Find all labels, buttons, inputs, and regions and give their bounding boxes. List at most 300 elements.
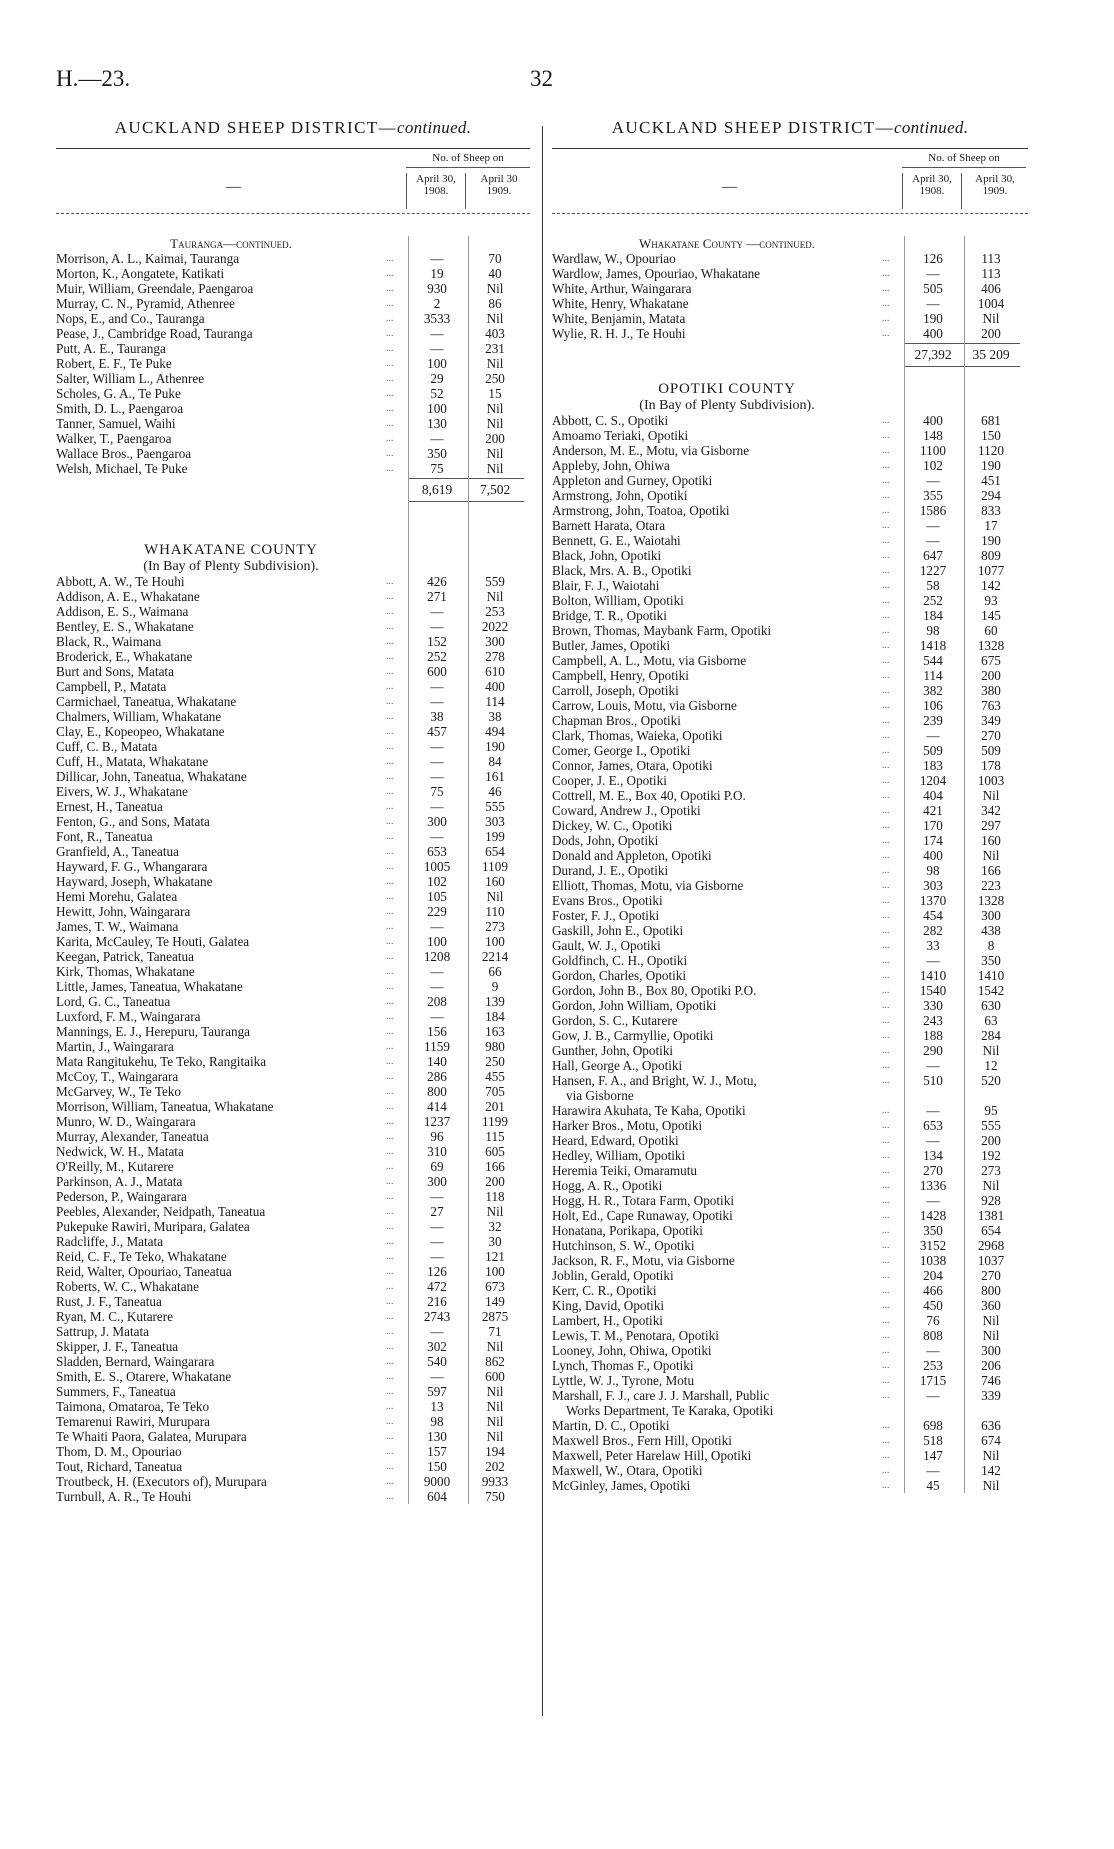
table-row [56,874,530,889]
name-column-header: — [226,179,241,195]
col-1909-header: April 30 1909. [480,173,518,197]
leader-dots: ... [386,1326,394,1337]
count-1908: — [430,979,444,994]
owner-name: Cooper, J. E., Opotiki [552,773,667,788]
owner-name: Wardlaw, W., Opouriao [552,251,676,266]
table-row [56,694,530,709]
owner-name: Dods, John, Opotiki [552,833,659,848]
count-1908: 1005 [423,859,451,874]
count-1909: 1003 [977,773,1005,788]
count-1909: 1542 [977,983,1005,998]
count-1909: 194 [485,1444,505,1459]
count-1908: 243 [923,1013,943,1028]
count-1909: 160 [981,833,1001,848]
count-1909: 200 [485,1174,505,1189]
count-1908: 239 [923,713,943,728]
count-1909: 630 [981,998,1001,1013]
count-1908: — [430,1219,444,1234]
owner-name: Goldfinch, C. H., Opotiki [552,953,688,968]
leader-dots: ... [882,805,890,816]
count-1908: 183 [923,758,943,773]
table-row [552,1418,1028,1433]
leader-dots: ... [386,298,394,309]
table-row [56,679,530,694]
owner-name: Barnett Harata, Otara [552,518,666,533]
count-1909: 555 [485,799,505,814]
count-1909: 705 [485,1084,505,1099]
owner-name: Rust, J. F., Taneatua [56,1294,162,1309]
leader-dots: ... [882,715,890,726]
count-1909: 509 [981,743,1001,758]
leader-dots: ... [386,1266,394,1277]
count-1909: 142 [981,1463,1001,1478]
right-column-title [552,118,1028,148]
leader-dots: ... [882,610,890,621]
count-1908: 134 [923,1148,943,1163]
table-row [56,1174,530,1189]
title-text: AUCKLAND SHEEP DISTRICT— [114,118,397,137]
owner-name: Marshall, F. J., care J. J. Marshall, Public [552,1388,770,1403]
owner-name: McCoy, T., Waingarara [56,1069,179,1084]
tauranga-rows [56,251,530,476]
table-row [56,1444,530,1459]
table-row [56,1114,530,1129]
owner-name: Gaskill, John E., Opotiki [552,923,684,938]
owner-name: Black, Mrs. A. B., Opotiki [552,563,692,578]
name-column-header: — [722,179,737,195]
owner-name: Hutchinson, S. W., Opotiki [552,1238,695,1253]
leader-dots: ... [882,535,890,546]
count-1909: 100 [485,1264,505,1279]
owner-name: Burt and Sons, Matata [56,664,174,679]
count-1909: Nil [486,446,504,461]
count-1908: 355 [923,488,943,503]
count-1909: 184 [485,1009,505,1024]
owner-name: Cuff, C. B., Matata [56,739,158,754]
owner-name: Comer, George I., Opotiki [552,743,691,758]
count-1909: 1120 [978,443,1004,458]
table-row [552,1328,1028,1343]
leader-dots: ... [882,460,890,471]
table-row [552,938,1028,953]
count-1908: 229 [427,904,447,919]
owner-name: Black, R., Waimana [56,634,162,649]
count-1908: 400 [923,413,943,428]
leader-dots: ... [386,951,394,962]
count-1908: — [430,604,444,619]
owner-name: Abbott, C. S., Opotiki [552,413,669,428]
owner-name: Hayward, Joseph, Whakatane [56,874,213,889]
leader-dots: ... [882,655,890,666]
leader-dots: ... [882,1195,890,1206]
table-row [56,664,530,679]
leader-dots: ... [882,1030,890,1041]
leader-dots: ... [882,1450,890,1461]
count-1908: — [926,518,940,533]
leader-dots: ... [882,985,890,996]
owner-name: Lewis, T. M., Penotara, Opotiki [552,1328,719,1343]
count-1909: 520 [981,1073,1001,1088]
count-1908: — [430,829,444,844]
count-1908: 100 [427,934,447,949]
owner-name: Roberts, W. C., Whakatane [56,1279,199,1294]
owner-name: Coward, Andrew J., Opotiki [552,803,701,818]
total-1909: 7,502 [466,478,524,502]
count-1909: 270 [981,728,1001,743]
owner-name: Tanner, Samuel, Waihi [56,416,176,431]
table-row [56,386,530,401]
count-1908: 698 [923,1418,943,1433]
owner-name: Sattrup, J. Matata [56,1324,150,1339]
owner-name: Brown, Thomas, Maybank Farm, Opotiki [552,623,772,638]
leader-dots: ... [386,283,394,294]
leader-dots: ... [386,1071,394,1082]
count-1909: 200 [981,668,1001,683]
table-row [56,784,530,799]
table-row [552,473,1028,488]
count-1908: 102 [427,874,447,889]
count-1908: 148 [923,428,943,443]
table-row [552,728,1028,743]
count-1908: — [430,1369,444,1384]
count-1908: 457 [427,724,447,739]
count-1909: 862 [485,1354,505,1369]
count-1908: — [926,266,940,281]
leader-dots: ... [386,921,394,932]
count-1908: — [430,619,444,634]
count-1909: 15 [488,386,502,401]
table-row [552,968,1028,983]
count-1909: Nil [982,1478,1000,1493]
leader-dots: ... [882,1270,890,1281]
owner-name: Summers, F., Taneatua [56,1384,176,1399]
owner-name: Evans Bros., Opotiki [552,893,663,908]
table-row [552,533,1028,548]
count-1909: 93 [984,593,998,608]
count-1909: 928 [981,1193,1001,1208]
table-row [56,649,530,664]
count-1908: 96 [430,1129,444,1144]
owner-name: Gunther, John, Opotiki [552,1043,674,1058]
count-1908: 2743 [423,1309,451,1324]
owner-name: Martin, D. C., Opotiki [552,1418,670,1433]
leader-dots: ... [882,1255,890,1266]
owner-name: Campbell, P., Matata [56,679,167,694]
leader-dots: ... [386,966,394,977]
table-row [56,739,530,754]
count-1909: 199 [485,829,505,844]
table-row [552,953,1028,968]
count-1909: 200 [981,326,1001,341]
count-1908: 33 [926,938,940,953]
table-row [56,1414,530,1429]
leader-dots: ... [882,685,890,696]
count-1908: 38 [430,709,444,724]
table-row [552,593,1028,608]
table-row [56,401,530,416]
owner-name: Little, James, Taneatua, Whakatane [56,979,243,994]
leader-dots: ... [386,313,394,324]
table-row [552,923,1028,938]
table-row [552,1223,1028,1238]
count-1908: 421 [923,803,943,818]
section-title: Tauranga—continued. [170,236,292,251]
owner-name: Butler, James, Opotiki [552,638,671,653]
count-1909: 160 [485,874,505,889]
table-row [552,578,1028,593]
leader-dots: ... [386,1206,394,1217]
owner-name: Walker, T., Paengaroa [56,431,172,446]
table-row [56,604,530,619]
total-1908: 27,392 [904,343,962,367]
owner-name: Lord, G. C., Taneatua [56,994,171,1009]
count-1909: Nil [486,1414,504,1429]
owner-name: Black, John, Opotiki [552,548,662,563]
owner-name: Appleby, John, Ohiwa [552,458,670,473]
leader-dots: ... [882,580,890,591]
leader-dots: ... [882,328,890,339]
count-1908: 204 [923,1268,943,1283]
count-1908: — [430,431,444,446]
owner-name: Lynch, Thomas F., Opotiki [552,1358,694,1373]
table-row [552,503,1028,518]
owner-name: Bennett, G. E., Waiotahi [552,533,681,548]
leader-dots: ... [882,1105,890,1116]
leader-dots: ... [386,1236,394,1247]
count-1909: 400 [485,679,505,694]
owner-name: Keegan, Patrick, Taneatua [56,949,194,964]
count-1909: 200 [485,431,505,446]
leader-dots: ... [386,1356,394,1367]
owner-name: Blair, F. J., Waiotahi [552,578,660,593]
table-row [56,1204,530,1219]
table-row [56,1369,530,1384]
leader-dots: ... [386,786,394,797]
owner-name: Hall, George A., Opotiki [552,1058,683,1073]
count-1909: 200 [981,1133,1001,1148]
owner-name: Gordon, John B., Box 80, Opotiki P.O. [552,983,757,998]
count-1909: Nil [982,311,1000,326]
count-1909: Nil [982,848,1000,863]
leader-dots: ... [386,741,394,752]
count-1909: 673 [485,1279,505,1294]
table-row [56,994,530,1009]
owner-name: Te Whaiti Paora, Galatea, Murupara [56,1429,247,1444]
table-row [552,1373,1028,1388]
count-1909: 750 [485,1489,505,1504]
leader-dots: ... [386,1281,394,1292]
count-1908: 1204 [919,773,947,788]
count-1908: 100 [427,356,447,371]
table-row [552,1388,1028,1403]
count-1908: 1159 [424,1039,450,1054]
count-1909: 1328 [977,638,1005,653]
count-1908: 114 [923,668,943,683]
table-row [56,431,530,446]
count-1909: 190 [981,533,1001,548]
count-1908: 404 [923,788,943,803]
leader-dots: ... [386,1371,394,1382]
table-row [552,1103,1028,1118]
owner-name: Chalmers, William, Whakatane [56,709,222,724]
table-row [552,1298,1028,1313]
count-1909: 763 [981,698,1001,713]
owner-name: Looney, John, Ohiwa, Opotiki [552,1343,712,1358]
owner-name: Karita, McCauley, Te Houti, Galatea [56,934,250,949]
count-1908: 350 [923,1223,943,1238]
count-1908: 597 [427,1384,447,1399]
count-1909: 451 [981,473,1001,488]
count-1909: 86 [488,296,502,311]
count-1908: 466 [923,1283,943,1298]
leader-dots: ... [386,1401,394,1412]
count-1908: 253 [923,1358,943,1373]
count-1909: 654 [981,1223,1001,1238]
table-row [56,754,530,769]
leader-dots: ... [882,670,890,681]
owner-name: Gault, W. J., Opotiki [552,938,661,953]
count-1909: 231 [485,341,505,356]
document-reference: H.—23. [56,66,131,91]
owner-name: McGarvey, W., Te Teko [56,1084,181,1099]
owner-name: Tout, Richard, Taneatua [56,1459,183,1474]
count-1909: 201 [485,1099,505,1114]
count-1909: 339 [981,1388,1001,1403]
owner-name: Gow, J. B., Carmyllie, Opotiki [552,1028,714,1043]
owner-name: Jackson, R. F., Motu, via Gisborne [552,1253,735,1268]
owner-name: Nops, E., and Co., Tauranga [56,311,205,326]
count-1908: 303 [923,878,943,893]
leader-dots: ... [386,1191,394,1202]
leader-dots: ... [882,760,890,771]
table-row [552,458,1028,473]
count-1908: 58 [926,578,940,593]
table-row [552,698,1028,713]
table-row [56,1144,530,1159]
leader-dots: ... [386,448,394,459]
owner-name: White, Benjamin, Matata [552,311,686,326]
leader-dots: ... [386,651,394,662]
count-1909: 1109 [482,859,508,874]
leader-dots: ... [386,1311,394,1322]
count-1909: 403 [485,326,505,341]
leader-dots: ... [882,775,890,786]
table-row [552,296,1028,311]
leader-dots: ... [882,1045,890,1056]
leader-dots: ... [386,831,394,842]
owner-name: O'Reilly, M., Kutarere [56,1159,174,1174]
leader-dots: ... [386,343,394,354]
count-1908: 130 [427,416,447,431]
owner-name: Campbell, A. L., Motu, via Gisborne [552,653,747,668]
count-1909: Nil [982,1043,1000,1058]
count-1909: 253 [485,604,505,619]
leader-dots: ... [882,1390,890,1401]
leader-dots: ... [386,711,394,722]
owner-name: Putt, A. E., Tauranga [56,341,166,356]
count-1908: 102 [923,458,943,473]
count-1909: 63 [984,1013,998,1028]
table-row [552,638,1028,653]
leader-dots: ... [882,1135,890,1146]
owner-name: Scholes, G. A., Te Puke [56,386,181,401]
owner-name: Gordon, Charles, Opotiki [552,968,687,983]
count-1908: 330 [923,998,943,1013]
table-row [56,1234,530,1249]
table-row [56,1384,530,1399]
table-row [552,848,1028,863]
leader-dots: ... [882,1480,890,1491]
owner-name: Dillicar, John, Taneatua, Whakatane [56,769,247,784]
count-1909: 2875 [481,1309,509,1324]
count-1909: 12 [984,1058,998,1073]
count-1908: 188 [923,1028,943,1043]
count-1909: 654 [485,844,505,859]
count-1908: 808 [923,1328,943,1343]
table-row [552,1313,1028,1328]
table-row [552,1358,1028,1373]
leader-dots: ... [386,726,394,737]
table-row [552,443,1028,458]
table-row [56,769,530,784]
leader-dots: ... [882,1465,890,1476]
count-1909: 674 [981,1433,1001,1448]
count-1908: — [926,1343,940,1358]
leader-dots: ... [882,298,890,309]
table-row [552,488,1028,503]
count-1908: 647 [923,548,943,563]
count-1908: — [430,679,444,694]
owner-name: Gordon, S. C., Kutarere [552,1013,678,1028]
count-1909: 273 [485,919,505,934]
count-1908: 3152 [919,1238,947,1253]
leader-dots: ... [386,1251,394,1262]
count-1909: 139 [485,994,505,1009]
count-1908: 414 [427,1099,447,1114]
owner-name: Durand, J. E., Opotiki [552,863,669,878]
count-1908: 472 [427,1279,447,1294]
leader-dots: ... [882,430,890,441]
owner-name: Ernest, H., Taneatua [56,799,163,814]
count-1909: 406 [981,281,1001,296]
count-1908: 518 [923,1433,943,1448]
table-row [552,713,1028,728]
count-1908: — [430,964,444,979]
count-1909: 66 [488,964,502,979]
count-1908: — [430,799,444,814]
table-row [552,983,1028,998]
table-row [56,1189,530,1204]
count-1909: Nil [982,788,1000,803]
count-1908: 216 [427,1294,447,1309]
title-continued: continued. [397,118,472,137]
owner-name: Elliott, Thomas, Motu, via Gisborne [552,878,744,893]
owner-name: Heard, Edward, Opotiki [552,1133,679,1148]
table-row [552,1238,1028,1253]
count-1909: 1381 [977,1208,1005,1223]
owner-name: Turnbull, A. R., Te Houhi [56,1489,192,1504]
count-1908: — [926,296,940,311]
leader-dots: ... [882,565,890,576]
owner-name: Welsh, Michael, Te Puke [56,461,188,476]
table-row [56,919,530,934]
table-row [552,863,1028,878]
leader-dots: ... [882,520,890,531]
count-1909: 1077 [977,563,1005,578]
count-1909: 360 [981,1298,1001,1313]
count-1909: 190 [981,458,1001,473]
table-row [552,1043,1028,1058]
